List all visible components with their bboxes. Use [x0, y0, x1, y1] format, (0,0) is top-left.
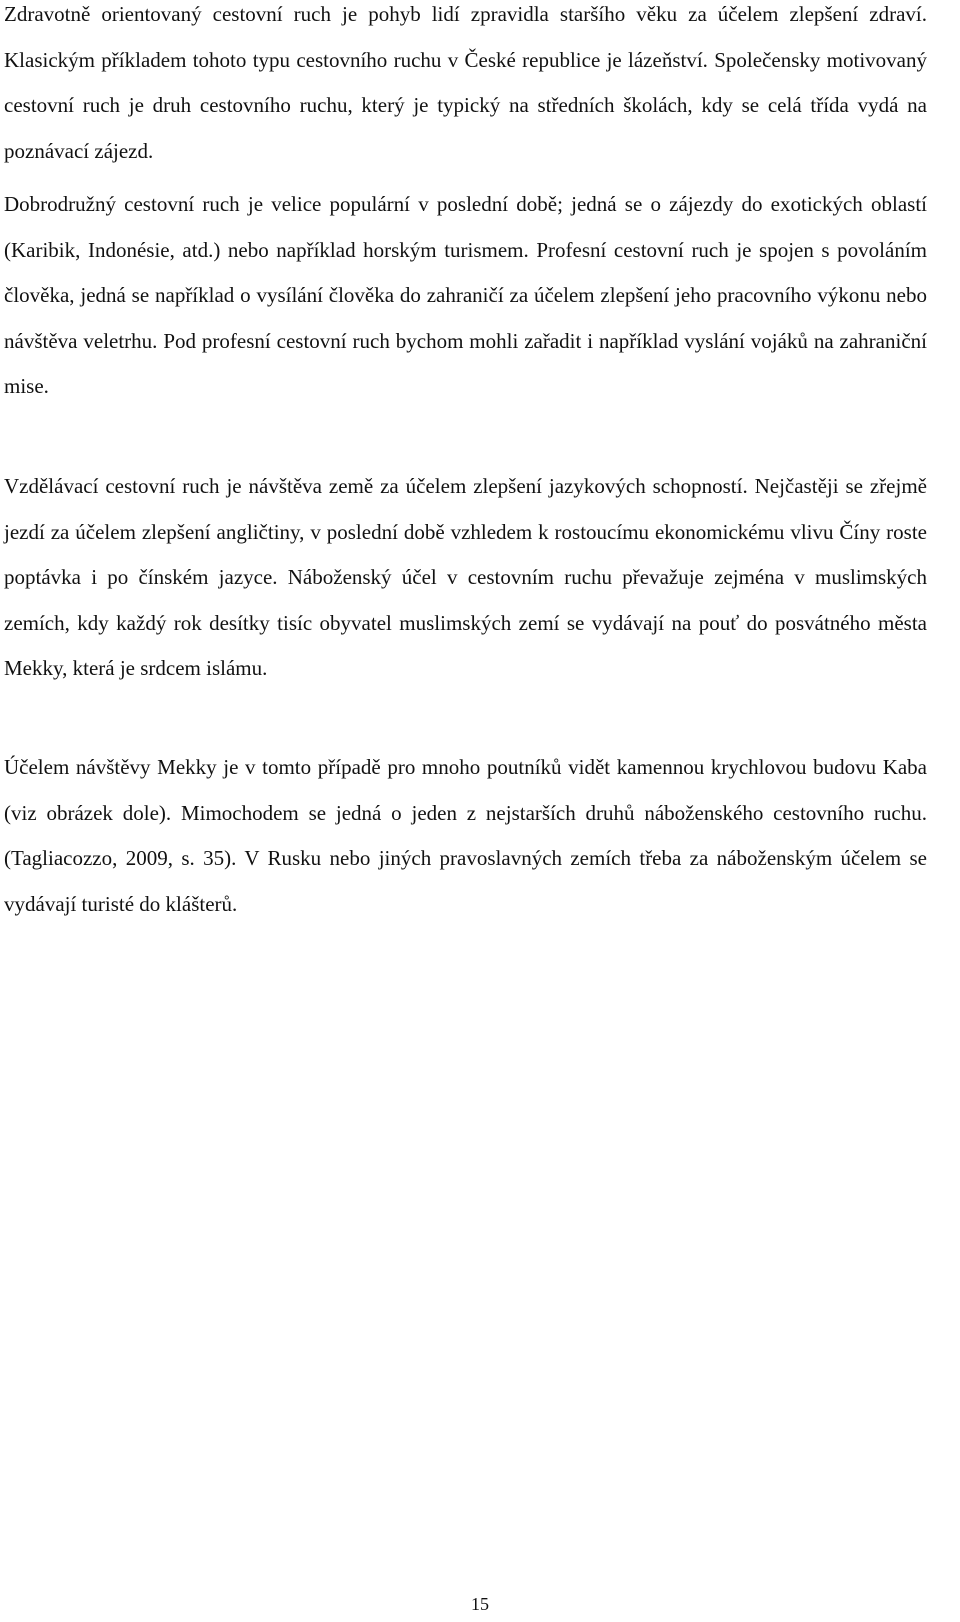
- paragraph-adventure-professional-tourism: Dobrodružný cestovní ruch je velice populární v poslední době; jedná se o zájezdy do exotických oblastí (Karibik, Indonésie, atd.) nebo například horským turismem. Profesní cestovní ruch je spojen s povoláním člověka, jedná se například o vysílání člověka do zahraničí za účelem zlepšení jeho pracovního výkonu nebo návštěva veletrhu. Pod profesní cestovní ruch bychom mohli zařadit i například vyslání vojáků na zahraniční mise.: [4, 192, 927, 398]
- page-number: 15: [471, 1594, 489, 1614]
- paragraph-mecca-pilgrimage: Účelem návštěvy Mekky je v tomto případě pro mnoho poutníků vidět kamennou krychlovou budovu Kaba (viz obrázek dole). Mimochodem se jedná o jeden z nejstarších druhů náboženského cestovního ruchu. (Tagliacozzo, 2009, s. 35). V Rusku nebo jiných pravoslavných zemích třeba za náboženským účelem se vydávají turisté do klášterů.: [4, 755, 927, 916]
- paragraph-educational-religious-tourism: Vzdělávací cestovní ruch je návštěva země za účelem zlepšení jazykových schopností. Nejčastěji se zřejmě jezdí za účelem zlepšení angličtiny, v poslední době vzhledem k rostoucímu ekonomickému vlivu Číny roste poptávka i po čínském jazyce. Náboženský účel v cestovním ruchu převažuje zejména v muslimských zemích, kdy každý rok desítky tisíc obyvatel muslimských zemí se vydávají na pouť do posvátného města Mekky, která je srdcem islámu.: [4, 474, 927, 680]
- paragraph-health-social-tourism: Zdravotně orientovaný cestovní ruch je pohyb lidí zpravidla staršího věku za účelem zlepšení zdraví. Klasickým příkladem tohoto typu cestovního ruchu v České republice je lázeňství. Společensky motivovaný cestovní ruch je druh cestovního ruchu, který je typický na středních školách, kdy se celá třída vydá na poznávací zájezd.: [4, 2, 927, 163]
